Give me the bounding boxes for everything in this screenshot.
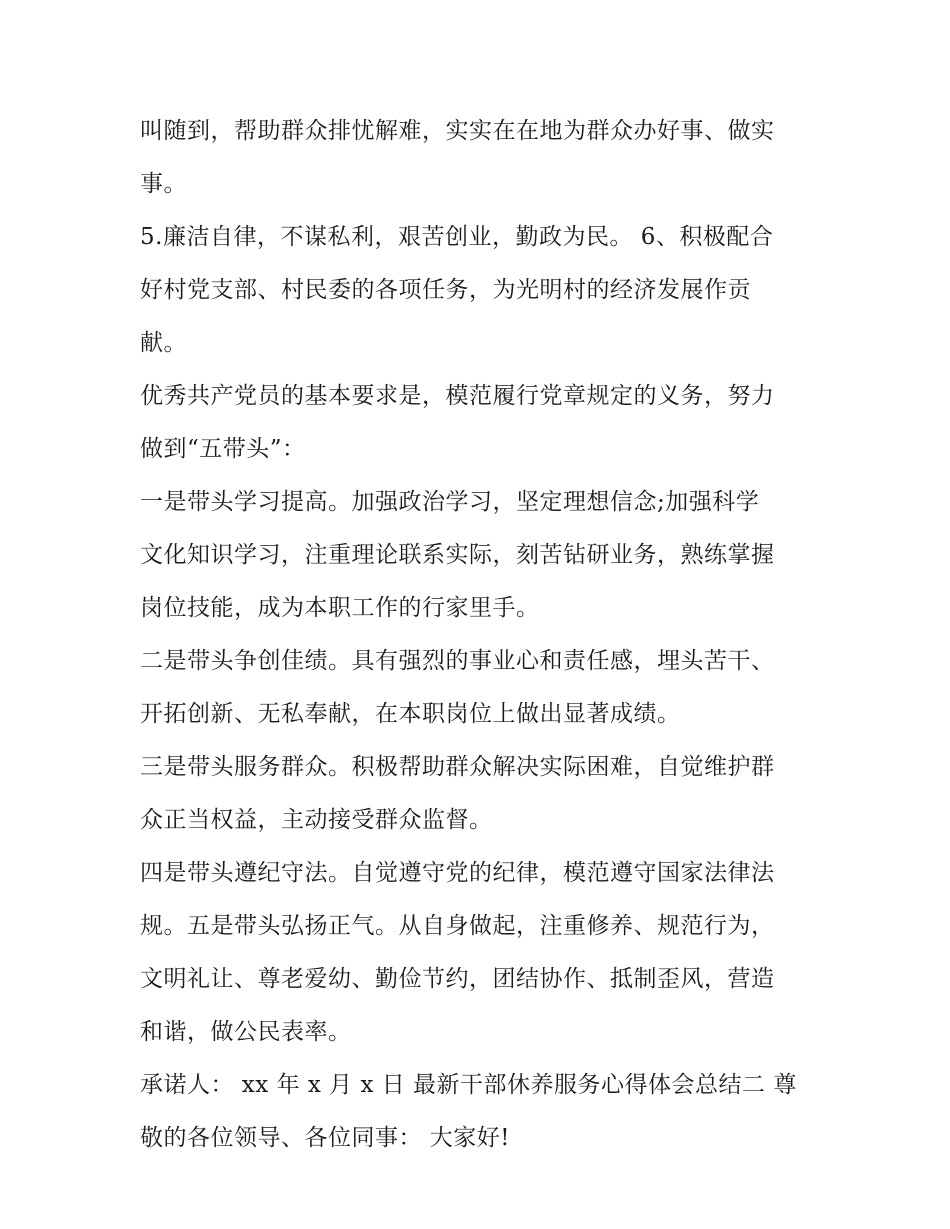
text-line: 二是带头争创佳绩。具有强烈的事业心和责任感，埋头苦干、	[140, 648, 775, 674]
text-line: 叫随到，帮助群众排忧解难，实实在在地为群众办好事、做实	[140, 118, 775, 144]
text-line: 和谐，做公民表率。	[140, 1019, 352, 1045]
text-line: 承诺人： xx 年 x 月 x 日 最新干部休养服务心得体会总结二 尊	[140, 1072, 797, 1098]
text-line: 献。	[140, 330, 187, 356]
text-line: 好村党支部、村民委的各项任务，为光明村的经济发展作贡	[140, 277, 751, 303]
text-line: 开拓创新、无私奉献，在本职岗位上做出显著成绩。	[140, 701, 681, 727]
text-line: 三是带头服务群众。积极帮助群众解决实际困难，自觉维护群	[140, 754, 775, 780]
document-page	[140, 105, 820, 1165]
text-line: 5.廉洁自律，不谋私利，艰苦创业，勤政为民。 6、积极配合	[140, 224, 774, 250]
text-line: 文化知识学习，注重理论联系实际，刻苦钻研业务，熟练掌握	[140, 542, 775, 568]
text-line: 事。	[140, 171, 187, 197]
text-line: 做到“五带头”：	[140, 436, 306, 462]
text-line: 众正当权益，主动接受群众监督。	[140, 807, 493, 833]
text-line: 文明礼让、尊老爱幼、勤俭节约，团结协作、抵制歪风，营造	[140, 966, 775, 992]
text-line: 一是带头学习提高。加强政治学习，坚定理想信念;加强科学	[140, 489, 760, 515]
text-line: 敬的各位领导、各位同事： 大家好!	[140, 1125, 511, 1151]
text-line: 岗位技能，成为本职工作的行家里手。	[140, 595, 540, 621]
text-line: 优秀共产党员的基本要求是，模范履行党章规定的义务，努力	[140, 383, 775, 409]
text-line: 四是带头遵纪守法。自觉遵守党的纪律，模范遵守国家法律法	[140, 860, 775, 886]
text-line: 规。五是带头弘扬正气。从自身做起，注重修养、规范行为，	[140, 913, 775, 939]
